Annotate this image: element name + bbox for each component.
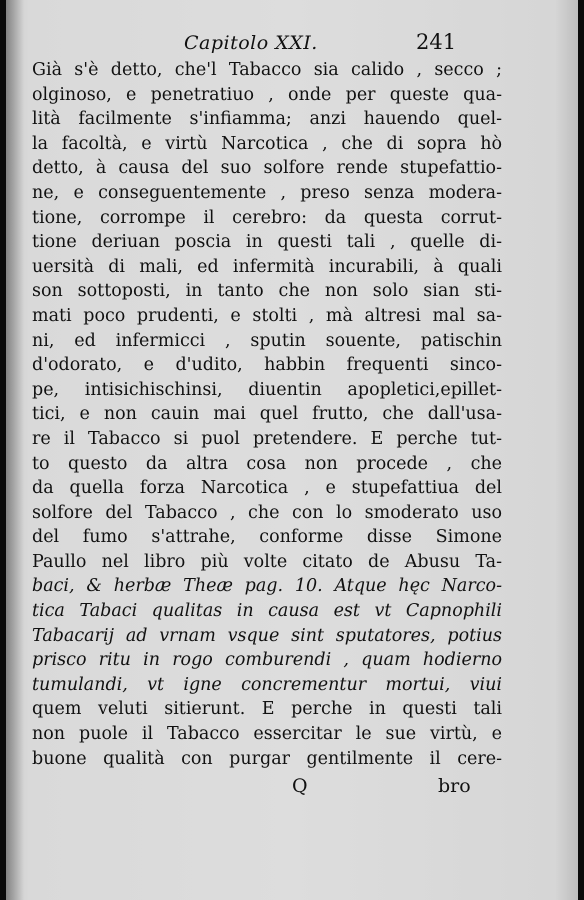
text-line: mati poco prudenti, e stolti , mà altresi mal sa- — [32, 305, 502, 326]
text-line: la facoltà, e virtù Narcotica , che di sopra hò — [32, 133, 502, 154]
body-text — [32, 58, 502, 771]
text-line: del fumo s'attrahe, conforme disse Simone — [32, 527, 502, 548]
text-line: tici, e non cauin mai quel frutto, che dall'usa- — [32, 404, 502, 425]
catchword: bro — [438, 775, 471, 797]
text-line: re il Tabacco si puol pretendere. E perche tut- — [32, 428, 502, 449]
text-line: uersità di mali, ed infermità incurabili, à quali — [32, 256, 502, 277]
text-line: son sottoposti, in tanto che non solo sian sti- — [32, 281, 502, 302]
text-line: lità facilmente s'infiamma; anzi hauendo quel- — [32, 109, 502, 130]
text-line: olginoso, e penetratiuo , onde per queste qua- — [32, 84, 502, 105]
text-line: tione, corrompe il cerebro: da questa corrut- — [32, 207, 502, 228]
page-header — [6, 32, 578, 60]
page-footer — [6, 775, 578, 801]
text-line-italic: tumulandi, vt igne concrementur mortui, viui — [32, 674, 502, 695]
text-line: Già s'è detto, che'l Tabacco sia calido , secco ; — [32, 60, 502, 80]
signature-mark: Q — [292, 775, 308, 797]
spine-shadow — [6, 0, 24, 900]
text-line: solfore del Tabacco , che con lo smoderato uso — [32, 502, 502, 523]
text-line: da quella forza Narcotica , e stupefattiua del — [32, 478, 502, 499]
text-line: d'odorato, e d'udito, habbin frequenti sinco- — [32, 355, 502, 376]
text-line: tione deriuan poscia in questi tali , quelle di- — [32, 232, 502, 253]
text-line: to questo da altra cosa non procede , che — [32, 453, 502, 474]
text-line: pe, intisichischinsi, diuentin apopletici,epillet- — [32, 379, 502, 400]
page-number: 241 — [416, 30, 457, 54]
text-line: Paullo nel libro più volte citato de Abusu Ta- — [32, 551, 502, 572]
text-line-italic: baci, & herbæ Theæ pag. 10. Atque hęc Narco- — [32, 576, 502, 597]
text-line: ne, e conseguentemente , preso senza modera- — [32, 182, 502, 203]
text-line: detto, à causa del suo solfore rende stupefattio- — [32, 158, 502, 179]
text-line: buone qualità con purgar gentilmente il cere- — [32, 748, 502, 769]
text-line-italic: Tabacarij ad vrnam vsque sint sputatores, potius — [32, 625, 502, 646]
text-line: non puole il Tabacco essercitar le sue virtù, e — [32, 724, 502, 745]
text-line: quem veluti sitierunt. E perche in questi tali — [32, 699, 502, 720]
running-head: Capitolo XXI. — [184, 32, 318, 54]
text-line: ni, ed infermicci , sputin souente, patischin — [32, 330, 502, 351]
text-line-italic: tica Tabaci qualitas in causa est vt Capnophili — [32, 601, 502, 622]
book-page — [6, 0, 578, 900]
text-line-italic: prisco ritu in rogo comburendi , quam hodierno — [32, 650, 502, 671]
